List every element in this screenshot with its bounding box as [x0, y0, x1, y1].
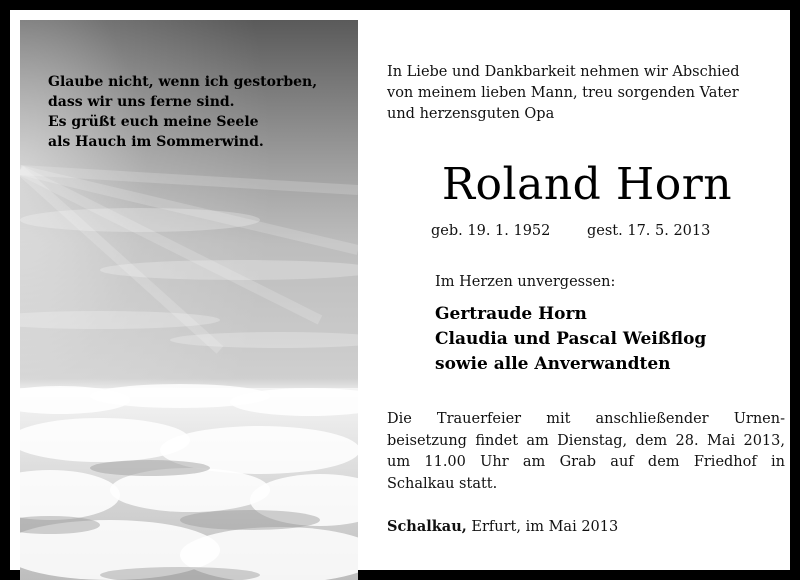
service-line: um 11.00 Uhr am Grab auf dem Friedhof in [387, 454, 785, 470]
service-line: Die Trauerfeier mit anschließender Urnen- [387, 411, 785, 427]
intro-line: und herzensguten Opa [387, 106, 555, 122]
service-line: Schalkau statt. [387, 475, 498, 492]
intro-text [387, 62, 797, 125]
place-bold: Schalkau, [387, 518, 467, 535]
birth-date: geb. 19. 1. 1952 [431, 223, 551, 239]
deceased-name: Roland Horn [441, 159, 733, 210]
poem-line: Es grüßt euch meine Seele [48, 114, 259, 130]
poem-line: als Hauch im Sommerwind. [48, 134, 264, 150]
intro-line: In Liebe und Dankbarkeit nehmen wir Abschied [387, 64, 740, 80]
intro-line: von meinem lieben Mann, treu sorgenden Vater [387, 85, 739, 101]
mourner-name: Claudia und Pascal Weißflog [435, 329, 707, 349]
poem [48, 72, 358, 152]
mourner-name: sowie alle Anverwandten [435, 354, 671, 374]
mourners-heading: Im Herzen unvergessen: [435, 274, 616, 290]
service-line: beisetzung findet am Dienstag, dem 28. Mai 2013, [387, 432, 785, 449]
place-rest: Erfurt, im Mai 2013 [466, 519, 619, 535]
mourners-list [435, 302, 706, 377]
place-date-signature [387, 517, 618, 537]
poem-line: dass wir uns ferne sind. [48, 94, 235, 110]
sky-clouds-image [20, 20, 358, 580]
poem-line: Glaube nicht, wenn ich gestorben, [48, 74, 318, 90]
funeral-service-text [387, 409, 785, 495]
death-date: gest. 17. 5. 2013 [587, 223, 711, 239]
mourner-name: Gertraude Horn [435, 304, 587, 324]
